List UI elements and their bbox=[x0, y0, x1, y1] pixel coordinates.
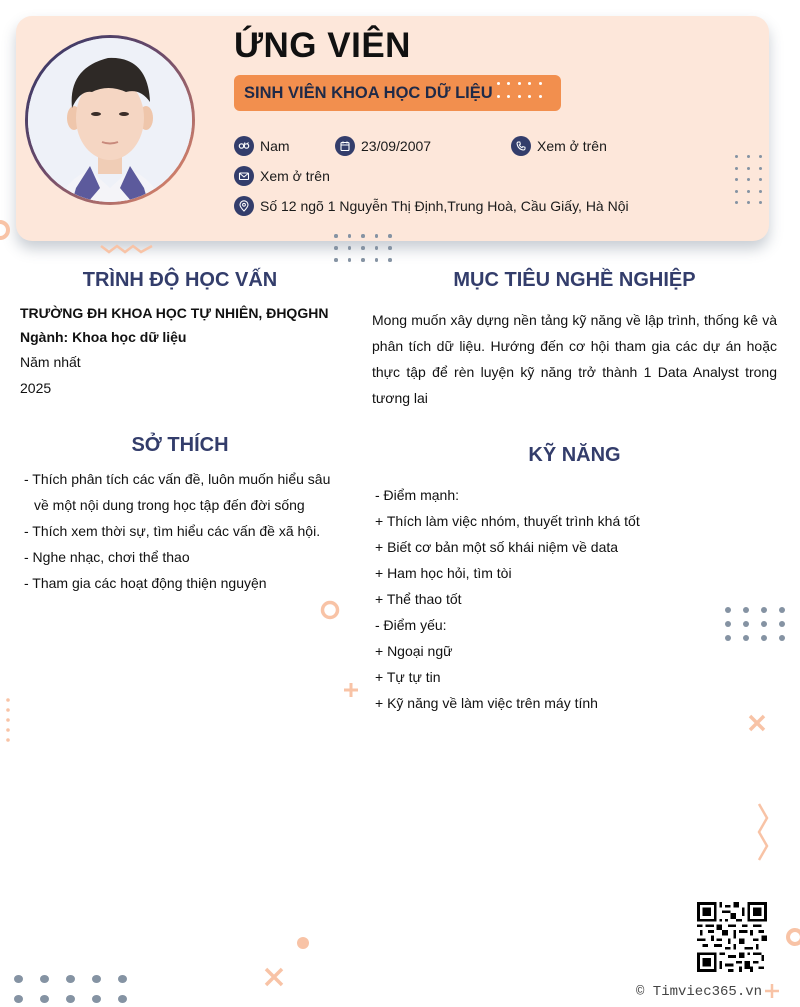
gender-value: Nam bbox=[260, 138, 290, 154]
objective-heading: MỤC TIÊU NGHỀ NGHIỆP bbox=[453, 269, 696, 291]
skill-item: + Thích làm việc nhóm, thuyết trình khá tốt bbox=[375, 513, 640, 529]
birthdate-value: 23/09/2007 bbox=[361, 138, 432, 154]
gender-row bbox=[234, 136, 290, 156]
zigzag-decoration-right bbox=[755, 802, 771, 864]
skill-item: + Biết cơ bản một số khái niệm về data bbox=[375, 539, 619, 555]
position-title: SINH VIÊN KHOA HỌC DỮ LIỆU bbox=[244, 83, 493, 102]
skill-item: + Ngoại ngữ bbox=[375, 643, 453, 659]
objective-text: Mong muốn xây dựng nền tảng kỹ năng về lập trình, thống kê và phân tích dữ liệu. Hướng đến cơ hội tham gia các dự án hoặc thực tập để rèn luyện kỹ năng trở thành 1 Data Analyst trong tương lai bbox=[372, 312, 777, 406]
calendar-icon bbox=[335, 136, 355, 156]
dot-grid-right bbox=[725, 607, 797, 641]
ring-decoration-middle bbox=[319, 599, 341, 621]
skills-heading: KỸ NĂNG bbox=[528, 444, 621, 466]
address-value: Số 12 ngõ 1 Nguyễn Thị Định,Trung Hoà, Cầu Giấy, Hà Nội bbox=[260, 198, 629, 214]
zigzag-decoration-top bbox=[100, 244, 154, 256]
skill-item: - Điểm mạnh: bbox=[375, 487, 460, 503]
email-row bbox=[234, 166, 330, 186]
dot-decoration-bottom bbox=[295, 935, 311, 951]
qr-code[interactable] bbox=[697, 902, 767, 972]
hobby-item: - Thích xem thời sự, tìm hiểu các vấn đề xã hội. bbox=[24, 523, 321, 539]
ring-decoration-right bbox=[783, 926, 800, 948]
hobby-item: về một nội dung trong học tập đến đời sống bbox=[34, 497, 305, 513]
gender-icon bbox=[234, 136, 254, 156]
footer-copyright[interactable]: © Timviec365.vn bbox=[636, 984, 763, 1000]
education-heading: TRÌNH ĐỘ HỌC VẤN bbox=[82, 269, 278, 291]
portrait-photo bbox=[28, 38, 192, 202]
email-value: Xem ở trên bbox=[260, 168, 330, 184]
badge-dots-decoration bbox=[497, 82, 549, 102]
hobby-item: - Thích phân tích các vấn đề, luôn muốn hiểu sâu bbox=[24, 471, 331, 487]
cross-decoration-right bbox=[747, 713, 767, 733]
cross-decoration-bottom bbox=[263, 966, 285, 988]
education-year-label: Năm nhất bbox=[20, 354, 81, 370]
dotted-line-decoration-left bbox=[4, 697, 12, 743]
phone-value: Xem ở trên bbox=[537, 138, 607, 154]
hobby-item: - Nghe nhạc, chơi thể thao bbox=[24, 549, 190, 565]
ring-decoration-left bbox=[0, 218, 14, 244]
birthdate-row bbox=[335, 136, 431, 156]
address-row bbox=[234, 196, 629, 216]
plus-decoration-bottom bbox=[763, 982, 781, 1000]
skill-item: + Tự tự tin bbox=[375, 669, 441, 685]
skill-item: + Thể thao tốt bbox=[375, 591, 462, 607]
dot-grid-bottom-left bbox=[14, 975, 144, 1003]
plus-decoration-middle bbox=[342, 681, 360, 699]
email-icon bbox=[234, 166, 254, 186]
skill-item: + Kỹ năng về làm việc trên máy tính bbox=[375, 695, 598, 711]
education-school: TRƯỜNG ĐH KHOA HỌC TỰ NHIÊN, ĐHQGHN bbox=[20, 305, 329, 321]
phone-icon bbox=[511, 136, 531, 156]
education-major: Ngành: Khoa học dữ liệu bbox=[20, 329, 187, 345]
hobby-item: - Tham gia các hoạt động thiện nguyện bbox=[24, 575, 267, 591]
skill-item: - Điểm yếu: bbox=[375, 617, 447, 633]
education-year: 2025 bbox=[20, 380, 52, 396]
candidate-name: ỨNG VIÊN bbox=[234, 26, 411, 65]
dot-grid-header-bottom bbox=[334, 234, 402, 262]
skill-item: + Ham học hỏi, tìm tòi bbox=[375, 565, 512, 581]
location-pin-icon bbox=[234, 196, 254, 216]
avatar bbox=[28, 38, 192, 202]
dot-grid-header-right bbox=[735, 155, 771, 204]
phone-row bbox=[511, 136, 607, 156]
hobbies-heading: SỞ THÍCH bbox=[131, 434, 229, 456]
avatar-ring bbox=[25, 35, 195, 205]
position-badge bbox=[234, 75, 561, 111]
